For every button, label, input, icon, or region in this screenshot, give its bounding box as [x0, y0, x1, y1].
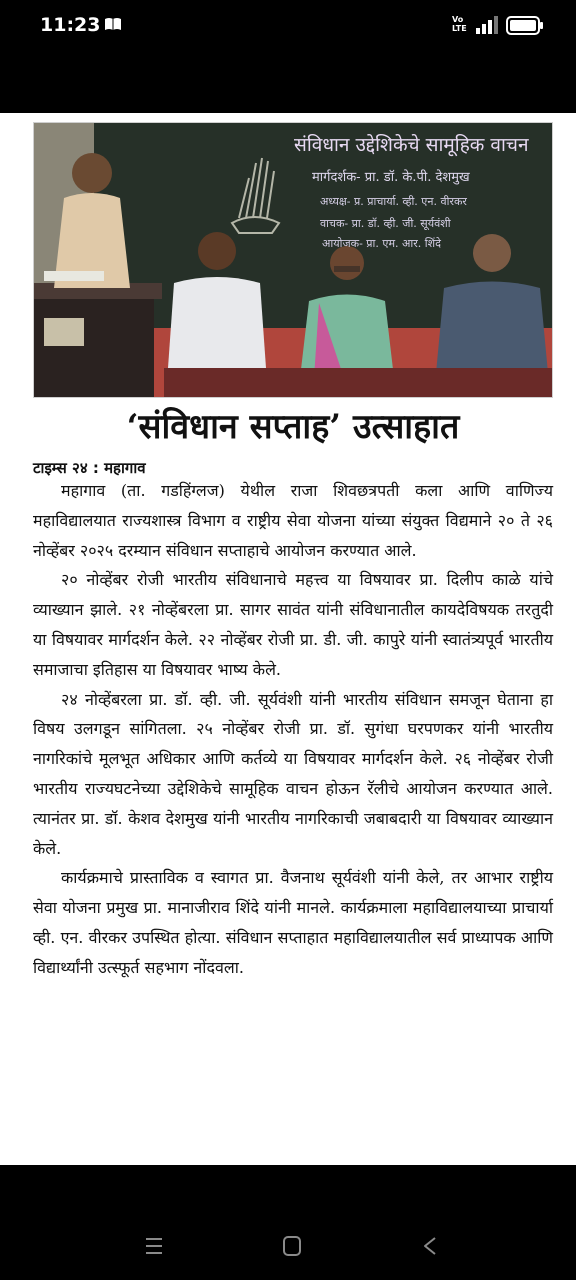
article-paragraph: २४ नोव्हेंबरला प्रा. डॉ. व्ही. जी. सूर्यवंशी यांनी भारतीय संविधान समजून घेताना हा विषय उलगडून सांगितला. २५ नोव्हेंबर रोजी प्रा. डॉ. सुगंधा घरपणकर यांनी भारतीय नागरिकांचे मूलभूत अधिकार आणि कर्तव्ये या विषयावर मार्गदर्शन केले. २६ नोव्हेंबर रोजी भारतीय राज्यघटनेच्या उद्देशिकेचे सामूहिक वाचन होऊन रॅलीचे आयोजन करण्यात आले. त्यानंतर प्रा. डॉ. केशव देशमुख यांनी भारतीय नागरिकाची जबाबदारी या विषयावर व्याख्यान केले. [33, 689, 553, 858]
event-photo-drawing [34, 123, 553, 398]
banner-line-reader: वाचक- प्रा. डॉ. व्ही. जी. सूर्यवंशी [320, 217, 451, 230]
image-viewer[interactable] [0, 113, 576, 1165]
banner-line-president: अध्यक्ष- प्र. प्राचार्या. व्ही. एन. वीरकर [320, 195, 467, 208]
article-paragraph: २० नोव्हेंबर रोजी भारतीय संविधानाचे महत्त्व या विषयावर प्रा. दिलीप काळे यांचे व्याख्यान झाले. २१ नोव्हेंबरला प्रा. सागर सावंत यांनी संविधानातील कायदेविषयक तरतुदी या विषयावर मार्गदर्शन केले. २२ नोव्हेंबर रोजी प्रा. डी. जी. कापुरे यांनी स्वातंत्र्यपूर्व भारतीय समाजाचा इतिहास या विषयावर भाष्य केले. [33, 570, 553, 679]
navigation-bar [0, 1165, 576, 1280]
status-time: 11:23 [40, 14, 101, 36]
banner-line-organizer: आयोजक- प्रा. एम. आर. शिंदे [322, 237, 441, 250]
book-icon [104, 17, 122, 31]
article-body [33, 476, 553, 983]
article-paragraph: कार्यक्रमाचे प्रास्ताविक व स्वागत प्रा. वैजनाथ सूर्यवंशी यांनी केले, तर आभार राष्ट्रीय सेवा योजना प्रमुख प्रा. मानाजीराव शिंदे यांनी मानले. कार्यक्रमाला महाविद्यालयाच्या प्राचार्या व्ही. एन. वीरकर उपस्थित होत्या. संविधान सप्ताहात महाविद्यालयातील सर्व प्राध्यापक आणि विद्यार्थ्यांनी उत्स्फूर्त सहभाग नोंदवला. [33, 868, 553, 977]
signal-icon [475, 16, 499, 34]
home-icon[interactable] [278, 1232, 306, 1260]
status-bar [0, 0, 576, 52]
back-icon[interactable] [416, 1232, 444, 1260]
dateline: टाइम्स २४ : महागाव [33, 459, 146, 477]
article-paragraph: महागाव (ता. गडहिंग्लज) येथील राजा शिवछत्रपती कला आणि वाणिज्य महाविद्यालयात राज्यशास्त्र विभाग व राष्ट्रीय सेवा योजना यांच्या संयुक्त विद्यमाने २० ते २६ नोव्हेंबर २०२५ दरम्यान संविधान सप्ताहाचे आयोजन करण्यात आले. [33, 481, 553, 560]
volte-icon: Vo LTE [452, 15, 467, 33]
event-photo [33, 122, 553, 398]
headline: ‘संविधान सप्ताह’ उत्साहात [126, 407, 460, 447]
banner-title: संविधान उद्देशिकेचे सामूहिक वाचन [294, 134, 529, 156]
battery-icon [506, 16, 544, 35]
banner-line-guide: मार्गदर्शक- प्रा. डॉ. के.पी. देशमुख [312, 170, 470, 185]
newspaper-clipping [33, 122, 553, 1152]
recent-apps-icon[interactable] [140, 1232, 168, 1260]
